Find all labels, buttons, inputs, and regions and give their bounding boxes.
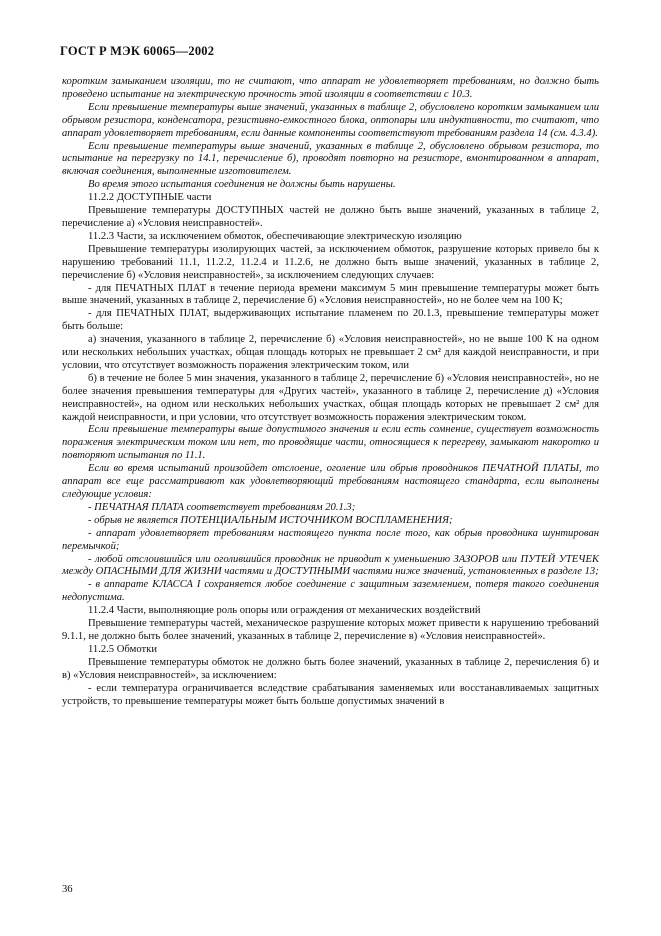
page-number: 36 (62, 884, 73, 895)
paragraph: 11.2.4 Части, выполняющие роль опоры или ограждения от механических воздействий (88, 605, 481, 617)
paragraph: Если во время испытаний произойдет отслоение, оголение или обрыв проводников ПЕЧАТНОЙ ПЛАТЫ, то аппарат все еще рассматривают как удовлетворяющий требованиям настоящего стандарта, если выполнены следующие условия: (62, 463, 599, 500)
paragraph: - для ПЕЧАТНЫХ ПЛАТ, выдерживающих испытание пламенем по 20.1.3, превышение температуры может быть больше: (62, 308, 599, 333)
paragraph: - в аппарате КЛАССА I сохраняется любое соединение с защитным заземлением, потеря такого соединения недопустима. (62, 579, 599, 604)
paragraph: - аппарат удовлетворяет требованиям настоящего пункта после того, как обрыв проводника шунтирован перемычкой; (62, 527, 599, 552)
paragraph: Во время этого испытания соединения не должны быть нарушены. (88, 179, 396, 191)
paragraph: - ПЕЧАТНАЯ ПЛАТА соответствует требованиям 20.1.3; (88, 501, 356, 513)
paragraph: Если превышение температуры выше значений, указанных в таблице 2, обусловлено обрывом резистора, то испытание на перегрузку по 14.1, перечисление б), проводят повторно на резисторе, вмонтированном в аппарат, включая соединения, выполненные изготовителем. (62, 140, 599, 178)
document-header: ГОСТ Р МЭК 60065—2002 (60, 44, 215, 58)
paragraph: а) значения, указанного в таблице 2, перечисление б) «Условия неисправностей», но не выше 100 К на одном или нескольких небольших участках, общая площадь которых не превышает 2 см² для каждой неисправности, и при условии, что отсутствует возможность поражения электрическим током, или (62, 334, 599, 371)
paragraph: Превышение температуры изолирующих частей, за исключением обмоток, разрушение которых привело бы к нарушению требований 11.1, 11.2.2, 11.2.4 и 11.2.6, не должно быть выше значений, указанных в таблице 2, перечисление б) «Условия неисправностей», за исключением следующих случаев: (62, 243, 599, 281)
paragraph: Превышение температуры обмоток не должно быть более значений, указанных в таблице 2, перечисления б) и в) «Условия неисправностей», за исключением: (62, 656, 599, 681)
paragraph: Если превышение температуры выше значений, указанных в таблице 2, обусловлено коротким замыканием или обрывом резистора, конденсатора, резистивно-емкостного блока, оптопары или индуктивности, то считают, что аппарат удовлетворяет требованиям, если данные компоненты соответствуют требованиям раздела 14 (см. 4.3.4). (62, 101, 599, 139)
document-body (62, 76, 599, 708)
paragraph: 11.2.5 Обмотки (88, 643, 157, 655)
paragraph: Превышение температуры частей, механическое разрушение которых может привести к нарушению требований 9.1.1, не должно быть более значений, указанных в таблице 2, перечисление в) «Условия неисправностей». (62, 618, 599, 642)
paragraph: 11.2.2 ДОСТУПНЫЕ части (88, 192, 212, 204)
paragraph: - любой отслоившийся или оголившийся проводник не приводит к уменьшению ЗАЗОРОВ или ПУТЕЙ УТЕЧЕК между ОПАСНЫМИ ДЛЯ ЖИЗНИ частями и ДОСТУПНЫМИ частями ниже значений, установленных в разделе 13; (62, 553, 599, 578)
paragraph: Превышение температуры ДОСТУПНЫХ частей не должно быть выше значений, указанных в таблице 2, перечисление а) «Условия неисправностей». (62, 205, 599, 229)
paragraph: Если превышение температуры выше допустимого значения и если есть сомнение, существует возможность поражения электрическим током или нет, то проводящие части, относящиеся к перегреву, замыкают накоротко и повторяют испытания по 11.1. (62, 424, 599, 462)
paragraph: - если температура ограничивается вследствие срабатывания заменяемых или восстанавливаемых защитных устройств, то превышение температуры может быть больше допустимых значений в (62, 682, 599, 707)
paragraph: - для ПЕЧАТНЫХ ПЛАТ в течение периода времени максимум 5 мин превышение температуры может быть выше значений, указанных в таблице 2, перечисление б) «Условия неисправностей», но не более чем на 100 К; (62, 282, 599, 307)
paragraph: 11.2.3 Части, за исключением обмоток, обеспечивающие электрическую изоляцию (88, 230, 462, 242)
paragraph: коротким замыканием изоляции, то не считают, что аппарат не удовлетворяет требованиям, но должно быть проведено испытание на электрическую прочность этой изоляции в соответствии с 10.3. (62, 76, 599, 100)
paragraph: б) в течение не более 5 мин значения, указанного в таблице 2, перечисление б) «Условия неисправностей», но не более значения превышения температуры для «Других частей», указанного в таблице 2, перечисление д) «Условия неисправностей», на одном или нескольких небольших участках, общая площадь которых не превышает 2 см² для каждой неисправности, и при условии, что отсутствует возможность поражения электрическим током. (62, 372, 599, 423)
paragraph: - обрыв не является ПОТЕНЦИАЛЬНЫМ ИСТОЧНИКОМ ВОСПЛАМЕНЕНИЯ; (88, 514, 453, 526)
